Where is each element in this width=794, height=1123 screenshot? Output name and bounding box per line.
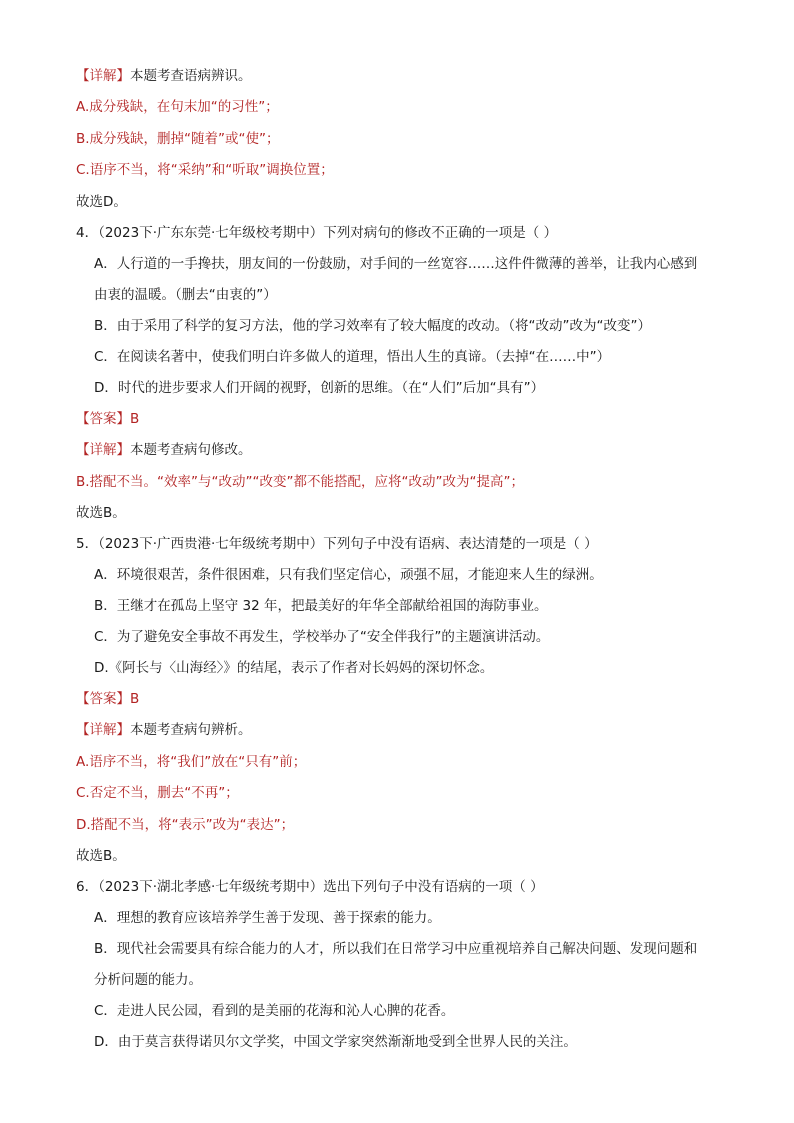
q5-analysis-d: D.搭配不当，将“表示”改为“表达”； xyxy=(76,817,295,833)
explain-text: 本题考查病句修改。 xyxy=(130,442,252,458)
q3-analysis-c: C.语序不当，将“采纳”和“听取”调换位置； xyxy=(76,162,334,178)
q3-analysis-a: A.成分残缺，在句末加“的习性”； xyxy=(76,99,279,115)
q5-option-d: D.《阿长与〈山海经〉》的结尾，表示了作者对长妈妈的深切怀念。 xyxy=(94,660,494,676)
q4-answer xyxy=(0,409,794,429)
q4-explain xyxy=(0,440,794,460)
answer-value: B xyxy=(130,691,140,707)
q6-option-b-cont: 分析问题的能力。 xyxy=(94,972,202,988)
explain-tag: 【详解】 xyxy=(76,442,130,458)
q5-option-b: B．王继才在孤岛上坚守 32 年，把最美好的年华全部献给祖国的海防事业。 xyxy=(94,598,548,614)
q3-conclusion: 故选D。 xyxy=(76,194,127,210)
q3-analysis-b: B.成分残缺，删掉“随着”或“使”； xyxy=(76,131,280,147)
q4-conclusion: 故选B。 xyxy=(76,505,126,521)
q6-option-b: B．现代社会需要具有综合能力的人才，所以我们在日常学习中应重视培养自己解决问题、发现问题和 xyxy=(94,941,698,957)
q6-option-a: A．理想的教育应该培养学生善于发现、善于探索的能力。 xyxy=(94,910,441,926)
q6-stem: 6．（2023下·湖北孝感·七年级统考期中）选出下列句子中没有语病的一项（ ） xyxy=(76,879,544,895)
q5-analysis-c: C.否定不当，删去“不再”； xyxy=(76,785,239,801)
q5-stem: 5．（2023下·广西贵港·七年级统考期中）下列句子中没有语病、表达清楚的一项是（ ） xyxy=(76,536,598,552)
q5-option-a: A．环境很艰苦，条件很困难，只有我们坚定信心，顽强不屈，才能迎来人生的绿洲。 xyxy=(94,567,603,583)
explain-text: 本题考查语病辨识。 xyxy=(130,68,252,84)
q4-analysis-b: B.搭配不当。“效率”与“改动”“改变”都不能搭配，应将“改动”改为“提高”； xyxy=(76,474,524,490)
q5-conclusion: 故选B。 xyxy=(76,848,126,864)
q4-option-b: B．由于采用了科学的复习方法，他的学习效率有了较大幅度的改动。（将“改动”改为“改变”） xyxy=(94,318,651,334)
q4-option-c: C．在阅读名著中，使我们明白许多做人的道理，悟出人生的真谛。（去掉“在……中”） xyxy=(94,349,611,365)
q4-option-d: D．时代的进步要求人们开阔的视野，创新的思维。（在“人们”后加“具有”） xyxy=(94,380,545,396)
q6-option-d: D．由于莫言获得诺贝尔文学奖，中国文学家突然渐渐地受到全世界人民的关注。 xyxy=(94,1034,577,1050)
q4-stem: 4．（2023下·广东东莞·七年级校考期中）下列对病句的修改不正确的一项是（ ） xyxy=(76,225,558,241)
q5-option-c: C．为了避免安全事故不再发生，学校举办了“安全伴我行”的主题演讲活动。 xyxy=(94,629,550,645)
explain-text: 本题考查病句辨析。 xyxy=(130,722,252,738)
q4-option-a: A．人行道的一手搀扶，朋友间的一份鼓励，对手间的一丝宽容……这件件微薄的善举，让我内心感到 xyxy=(94,256,698,272)
explain-tag: 【详解】 xyxy=(76,722,130,738)
answer-tag: 【答案】 xyxy=(76,691,130,707)
answer-tag: 【答案】 xyxy=(76,411,130,427)
q6-option-c: C．走进人民公园，看到的是美丽的花海和沁人心脾的花香。 xyxy=(94,1003,455,1019)
answer-value: B xyxy=(130,411,140,427)
q4-option-a-cont: 由衷的温暖。（删去“由衷的”） xyxy=(94,287,277,303)
q5-answer xyxy=(0,689,794,709)
explain-tag: 【详解】 xyxy=(76,68,130,84)
q3-explain xyxy=(0,66,794,86)
q5-explain xyxy=(0,720,794,740)
q5-analysis-a: A.语序不当，将“我们”放在“只有”前； xyxy=(76,754,307,770)
